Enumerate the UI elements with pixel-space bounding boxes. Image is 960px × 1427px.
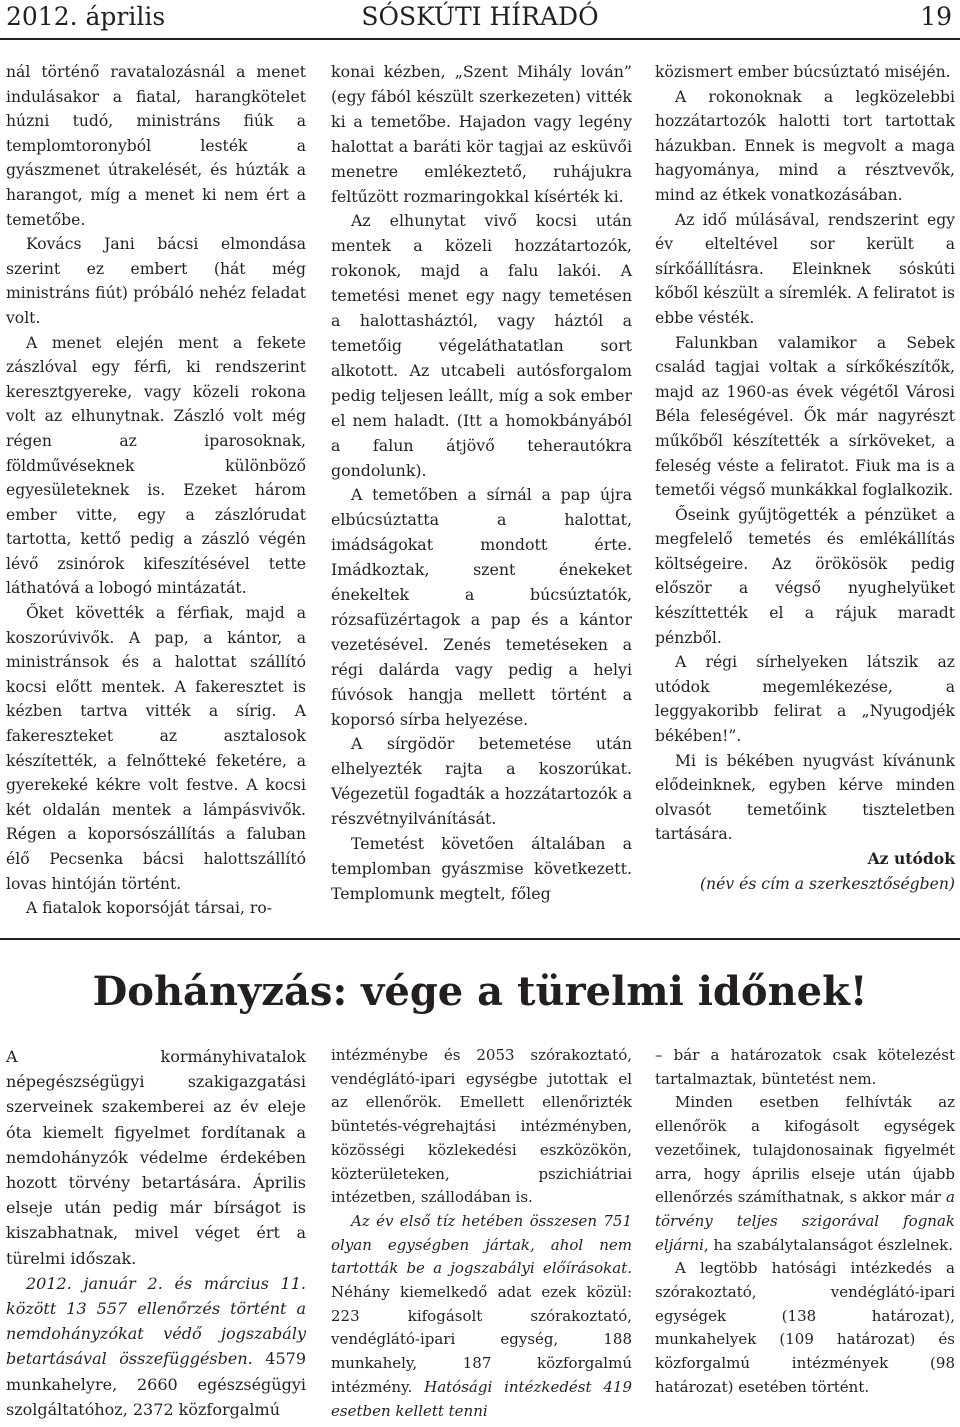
text: Néhány kiemelkedő adat ezek közül: 223 kifogásolt szórakoztató, vendéglátó-ipari egység, 188 munkahely, 187 közforgalmú intézmény. <box>331 1283 632 1396</box>
paragraph: Falunkban valamikor a Sebek család tagjai voltak a sírkőkészítők, majd az 1960-as évek végétől Városi Béla feleségével. Ők már nagyrészt műkőből készítették a sírköveket, a feleség véste a feliratot. Fiuk ma is a temetői végső munkákkal foglalkozik. <box>655 333 955 500</box>
article1-column-1 <box>6 60 306 921</box>
section-divider <box>0 938 960 940</box>
signature-note: (név és cím a szerkesztőségben) <box>699 874 955 893</box>
italic-text: 2012. január 2. és március 11. között 13 557 ellenőrzés történt a nemdohányzókat védő jogszabály betartásával összefüggésben. <box>6 1273 306 1369</box>
paragraph: A régi sírhelyeken látszik az utódok megemlékezése, a leggyakoribb felirat a „Nyugodjék békében!”. <box>655 653 955 746</box>
paragraph: Az elhunytat vivő kocsi után mentek a közeli hozzátartozók, rokonok, majd a falu lakói. A temetési menet egy nagy temetésen a halottasháztól, vagy háztól a temetőig végeláthatatlan sort alkotott. Az utcabeli autósforgalom pedig teljesen leállt, míg a sok ember el nem haladt. (Itt a homokbányából a falun átjövő teherautókra gondolunk). <box>331 211 632 480</box>
paragraph: A kormányhivatalok népegészségügyi szakigazgatási szerveinek szakemberei az év eleje óta kiemelt figyelmet fordítanak a nemdohányzók védelme érdekében hozott törvény betartására. Április elseje után pedig már bírságot is kiszabhatnak, mivel véget ért a türelmi időszak. <box>6 1047 306 1268</box>
article2-column-1 <box>6 1044 306 1422</box>
paragraph <box>6 1271 306 1422</box>
paragraph: – bár a határozatok csak kötelezést tartalmaztak, büntetést nem. <box>655 1046 955 1088</box>
article2-headline: Dohányzás: vége a türelmi időnek! <box>92 968 868 1015</box>
article2-column-3 <box>655 1044 955 1400</box>
paragraph: A fiatalok koporsóját társai, ro- <box>26 899 272 918</box>
text: Minden esetben felhívták az ellenőrök a kifogásolt egységek vezetőinek, tulajdonosainak figyelmét arra, hogy április elseje után újabb ellenőrzés számíthatnak, s akkor már <box>655 1093 955 1207</box>
header-rule <box>0 38 960 40</box>
text: 4579 munkahelyre, 2660 egészségügyi szolgáltatóhoz, 2372 közforgalmú <box>6 1349 306 1419</box>
signature-note-line <box>655 872 955 897</box>
signature <box>655 847 955 872</box>
page-number: 19 <box>920 2 952 31</box>
paragraph: Temetést követően általában a templomban gyászmise következett. Templomunk megtelt, főleg <box>331 834 632 903</box>
paragraph: nál történő ravatalozásnál a menet indulásakor a fiatal, harangkötelet húzni tudó, ministráns fiúk a templomtoronyból lesték a gyászmenet útrakelését, és húzták a harangot, míg a menet ki nem ért a temetőbe. <box>6 63 306 229</box>
paragraph: közismert ember búcsúztató miséjén. <box>655 63 951 81</box>
italic-text: Hatósági intézkedést 419 esetben kellett tenni <box>331 1377 632 1420</box>
page-header <box>0 0 960 38</box>
paragraph: Őket követték a férfiak, majd a koszorúvivők. A pap, a kántor, a ministránsok és a halottat szállító kocsi előtt mentek. A fakeresztet is kézben tartva vitték a sírig. A fakereszteket az asztalosok készítették, a felnőtteké feketére, a gyerekeké kékre volt festve. A kocsi két oldalán mentek a lámpásvivők. Régen a koporsószállítás a faluban élő Pecsenka bácsi halottszállító lovas hintóján történt. <box>6 604 306 893</box>
paragraph: intézménybe és 2053 szórakoztató, vendéglátó-ipari egységbe jutottak el az ellenőrök. Emellett ellenőrizték büntetés-végrehajtási intézményben, közösségi közlekedési eszközökön, közterületeken, pszichiátriai intézetben, szállodában is. <box>331 1046 632 1207</box>
issue-date: 2012. április <box>6 2 166 31</box>
text: , ha szabálytalanságot észlelnek. <box>703 1235 953 1254</box>
italic-text: Az év első tíz hetében összesen 751 olyan egységben jártak, ahol nem tartották be a jogszabályi előírásokat. <box>331 1211 632 1278</box>
paragraph: Őseink gyűjtögették a pénzüket a megfelelő temetés és emlékállítás költségeire. Az örökösök pedig először a végső nyughelyüket készíttették el a rájuk maradt pénzből. <box>655 505 955 647</box>
paragraph: Az idő múlásával, rendszerint egy év elteltével sor került a sírkőállításra. Eleinknek sóskúti kőből készült a síremlék. A feliratot is ebbe vésték. <box>655 210 955 327</box>
article1-column-3 <box>655 60 955 896</box>
paragraph: A sírgödör betemetése után elhelyezték rajta a koszorúkat. Végezetül fogadták a hozzátartozók a részvétnyilvánítását. <box>331 734 632 829</box>
paragraph: A menet elején ment a fekete zászlóval egy férfi, ki rendszerint keresztgyereke, vagy közeli rokona volt az elhunytnak. Zászló volt még régen az iparosoknak, földművéseknek különböző egyesületeknek is. Ezeket három ember vitte, egy a zászlórudat tartotta, kettő pedig a zászló végén lévő zsinórok kifeszítésével tette láthatóvá a lobogó mintázatát. <box>6 333 306 598</box>
paragraph: Kovács Jani bácsi elmondása szerint ez embert (hát még ministráns fiút) próbáló nehéz feladat volt. <box>6 235 306 327</box>
paragraph <box>331 1210 632 1423</box>
newspaper-title: SÓSKÚTI HÍRADÓ <box>361 2 599 31</box>
italic-text: a törvény teljes szigorával fognak eljárni <box>655 1188 955 1254</box>
paragraph: A temetőben a sírnál a pap újra elbúcsúztatta a halottat, imádságokat mondott érte. Imádkoztak, szent énekeket énekeltek a búcsúztatók, rózsafüzértagok a pap és a kántor vezetésével. Zenés temetéseken a régi dalárda vagy pedig a helyi fúvósok hangja mellett történt a koporsó sírba helyezése. <box>331 485 632 729</box>
article2-column-2 <box>331 1044 632 1423</box>
paragraph: A rokonoknak a legközelebbi hozzátartozók halotti tort tartottak házukban. Ennek is megvolt a maga hagyománya, mind a résztvevők, mind az étkek vonatkozásában. <box>655 87 955 204</box>
paragraph: A legtöbb hatósági intézkedés a szórakoztató, vendéglátó-ipari egységek (138 határozat), munkahelyek (109 határozat) és közforgalmú intézmények (98 határozat) esetében történt. <box>655 1259 955 1396</box>
signature-name: Az utódok <box>867 849 955 868</box>
paragraph: konai kézben, „Szent Mihály lován” (egy fából készült szerkezeten) vitték ki a temetőbe. Hajadon vagy legény halottat a baráti kör tagjai az esküvői menetre emlékeztető, ruhájukra feltűzött rozmaringokkal kísérték ki. <box>331 62 632 206</box>
paragraph: Mi is békében nyugvást kívánunk elődeinknek, egyben kérve minden olvasót temetőink tiszteletben tartására. <box>655 751 955 844</box>
paragraph <box>655 1091 955 1257</box>
article1-column-2 <box>331 60 632 907</box>
